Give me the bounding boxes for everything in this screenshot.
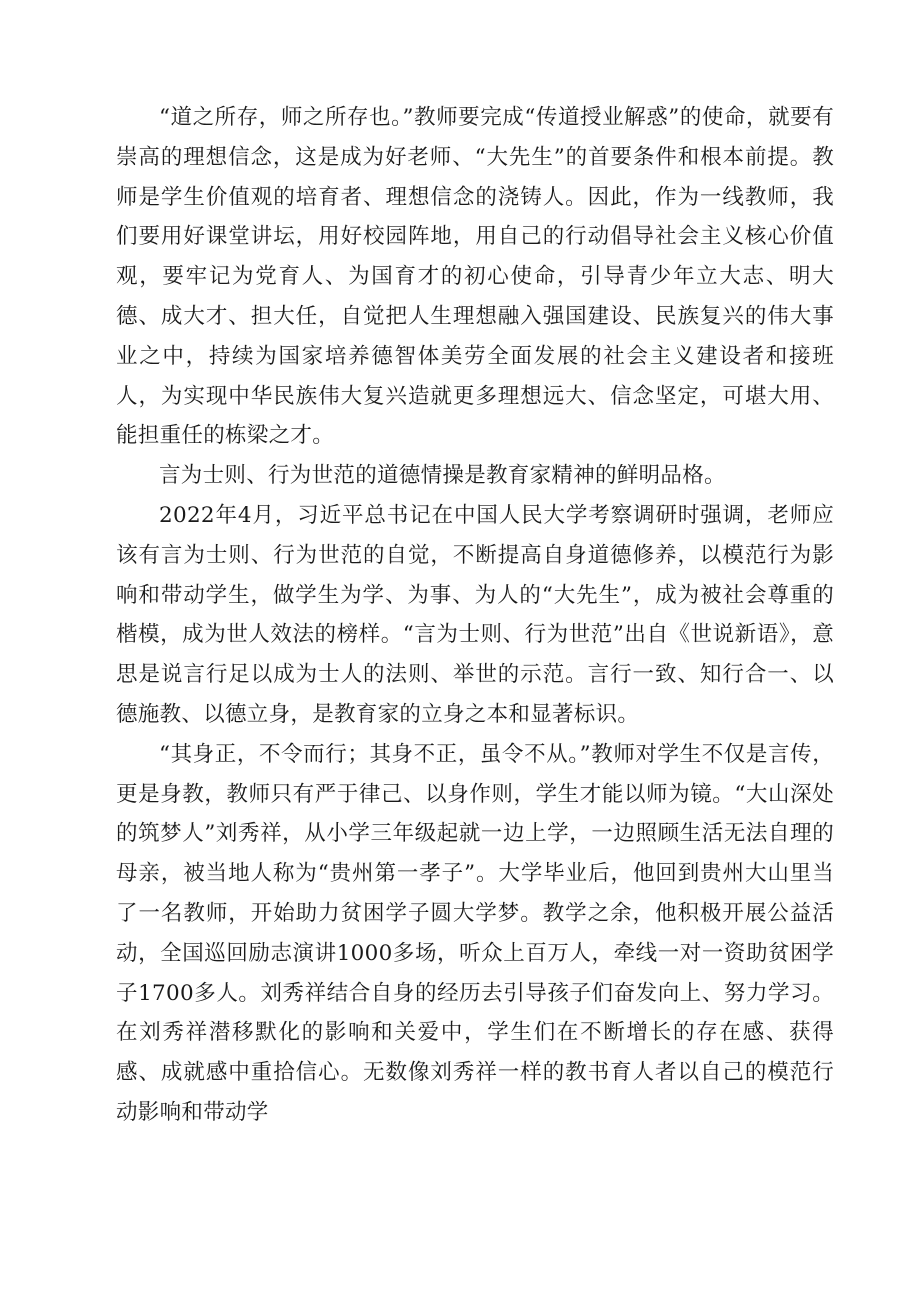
- paragraph-ideals: “道之所存，师之所存也。”教师要完成“传道授业解惑”的使命，就要有崇高的理想信念，这是成为好老师、“大先生”的首要条件和根本前提。教师是学生价值观的培育者、理想信念的浇铸人。因此，作为一线教师，我们要用好课堂讲坛，用好校园阵地，用自己的行动倡导社会主义核心价值观，要牢记为党育人、为国育才的初心使命，引导青少年立大志、明大德、成大才、担大任，自觉把人生理想融入强国建设、民族复兴的伟大事业之中，持续为国家培养德智体美劳全面发展的社会主义建设者和接班人，为实现中华民族伟大复兴造就更多理想远大、信念坚定，可堪大用、能担重任的栋梁之才。: [116, 105, 834, 449]
- paragraph-liu-xiuxiang: “其身正，不令而行；其身不正，虽令不从。”教师对学生不仅是言传，更是身教，教师只有严于律己、以身作则，学生才能以师为镜。“大山深处的筑梦人”刘秀祥，从小学三年级起就一边上学，一边照顾生活无法自理的母亲，被当地人称为“贵州第一孝子”。大学毕业后，他回到贵州大山里当了一名教师，开始助力贫困学子圆大学梦。教学之余，他积极开展公益活动，全国巡回励志演讲1000多场，听众上百万人，牵线一对一资助贫困学子1700多人。刘秀祥结合自身的经历去引导孩子们奋发向上、努力学习。在刘秀祥潜移默化的影响和关爱中，学生们在不断增长的存在感、获得感、成就感中重拾信心。无数像刘秀祥一样的教书育人者以自己的模范行动影响和带动学: [116, 741, 834, 1125]
- document-body: [116, 98, 834, 1133]
- paragraph-moral-character: 言为士则、行为世范的道德情操是教育家精神的鲜明品格。: [159, 463, 726, 489]
- paragraph-renmin-university-visit: 2022年4月，习近平总书记在中国人民大学考察调研时强调，老师应该有言为士则、行为世范的自觉，不断提高自身道德修养，以模范行为影响和带动学生，做学生为学、为事、为人的“大先生”，成为被社会尊重的楷模，成为世人效法的榜样。“言为士则、行为世范”出自《世说新语》，意思是说言行足以成为士人的法则、举世的示范。言行一致、知行合一、以德施教、以德立身，是教育家的立身之本和显著标识。: [116, 502, 834, 727]
